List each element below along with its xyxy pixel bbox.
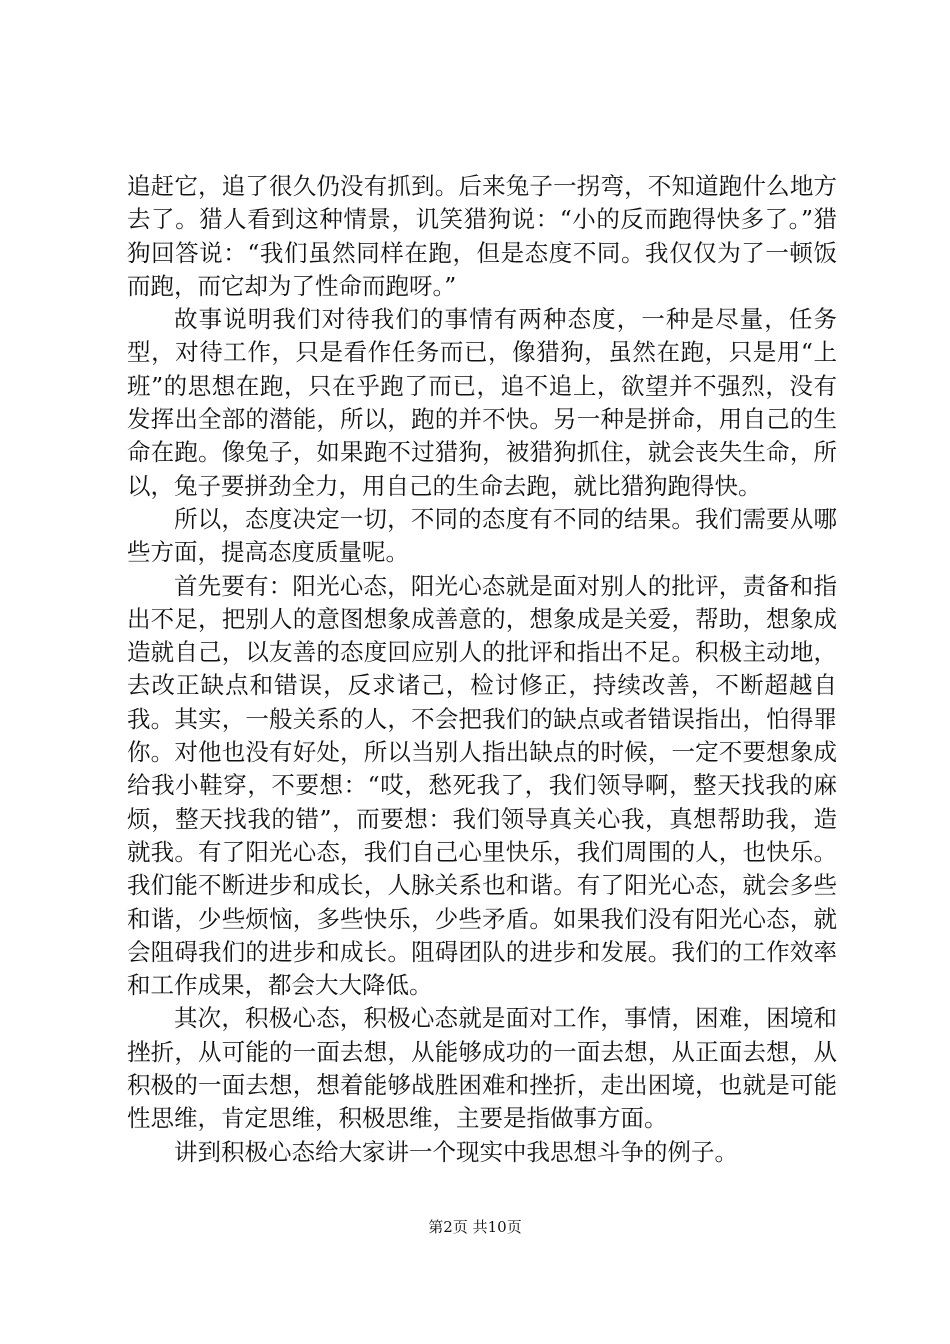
paragraph-attitude-decides: 所以，态度决定一切，不同的态度有不同的结果。我们需要从哪些方面，提高态度质量呢。 (127, 504, 837, 567)
paragraph-continuation: 追赶它，追了很久仍没有抓到。后来兔子一拐弯，不知道跑什么地方去了。猎人看到这种情景，讥笑猎狗说：“小的反而跑得快多了。”猎狗回答说：“我们虽然同样在跑，但是态度不同。我仅仅为了一顿饭而跑，而它却为了性命而跑呀。” (127, 172, 837, 300)
paragraph-sunshine-mindset: 首先要有：阳光心态，阳光心态就是面对别人的批评，责备和指出不足，把别人的意图想象成善意的，想象成是关爱，帮助，想象成造就自己，以友善的态度回应别人的批评和指出不足。积极主动地，去改正缺点和错误，反求诸己，检讨修正，持续改善，不断超越自我。其实，一般关系的人，不会把我们的缺点或者错误指出，怕得罪你。对他也没有好处，所以当别人指出缺点的时候，一定不要想象成给我小鞋穿，不要想：“哎，愁死我了，我们领导啊，整天找我的麻烦，整天找我的错”，而要想：我们领导真关心我，真想帮助我，造就我。有了阳光心态，我们自己心里快乐，我们周围的人，也快乐。我们能不断进步和成长，人脉关系也和谐。有了阳光心态，就会多些和谐，少些烦恼，多些快乐，少些矛盾。如果我们没有阳光心态，就会阻碍我们的进步和成长。阻碍团队的进步和发展。我们的工作效率和工作成果，都会大大降低。 (127, 571, 837, 1000)
paragraph-two-attitudes: 故事说明我们对待我们的事情有两种态度，一种是尽量，任务型，对待工作，只是看作任务而已，像猎狗，虽然在跑，只是用“上班”的思想在跑，只在乎跑了而已，追不追上，欲望并不强烈，没有发挥出全部的潜能，所以，跑的并不快。另一种是拼命，用自己的生命在跑。像兔子，如果跑不过猎狗，被猎狗抓住，就会丧失生命，所以，兔子要拼劲全力，用自己的生命去跑，就比猎狗跑得快。 (127, 305, 837, 500)
paragraph-example-intro: 讲到积极心态给大家讲一个现实中我思想斗争的例子。 (174, 1137, 738, 1166)
page-footer: 第2页 共10页 (428, 1218, 522, 1236)
paragraph-positive-mindset: 其次，积极心态，积极心态就是面对工作，事情，困难，困境和挫折，从可能的一面去想，从能够成功的一面去想，从正面去想，从积极的一面去想，想着能够战胜困难和挫折，走出困境，也就是可能性思维，肯定思维，积极思维，主要是指做事方面。 (127, 1004, 837, 1133)
document-body (127, 170, 837, 1169)
